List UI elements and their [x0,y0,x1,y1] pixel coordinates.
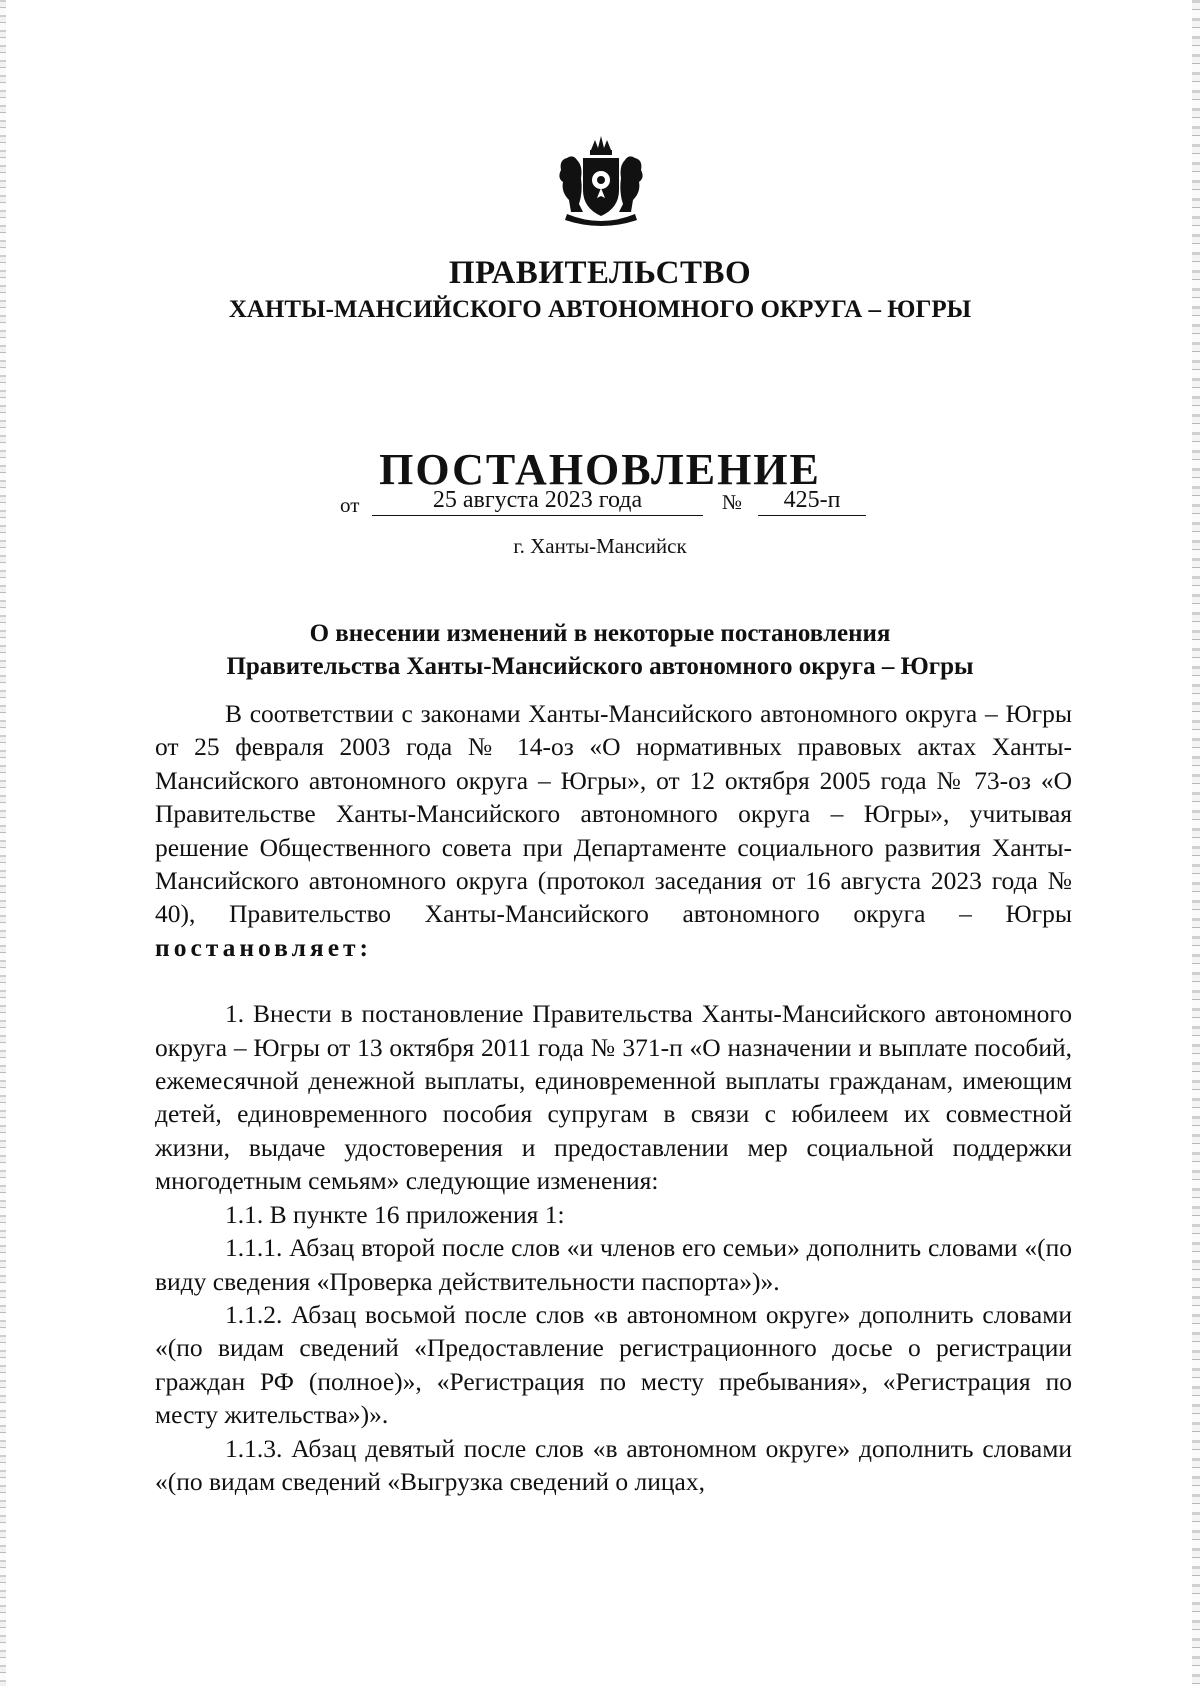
date-prefix: от [340,493,360,517]
scan-edge-right [1192,0,1200,1686]
decree-body [155,697,1072,1498]
scan-edge-left [0,0,6,1686]
decree-subject [0,617,1200,683]
coat-of-arms-icon [553,132,649,228]
city-line: г. Ханты-Мансийск [513,534,687,558]
decree-number: 425-п [758,487,866,516]
preamble-keyword: постановляет: [155,932,373,962]
item-1-paragraph: 1. Внести в постановление Правительства Ханты-Мансийского автономного округа – Югры от 13 октября 2011 года № 371-п «О назначении и выплате пособий, ежемесячной денежной выплаты, единовременной выплаты гражданам, имеющим детей, единовременного пособия супругам в связи с юбилеем их совместной жизни, выдаче удостоверения и предоставлении мер социальной поддержки многодетным семьям» следующие изменения: [155,999,1072,1196]
item-1-1-1-paragraph: 1.1.1. Абзац второй после слов «и членов его семьи» дополнить словами «(по виду сведения «Проверка действительности паспорта»)». [155,1233,1072,1296]
preamble-paragraph [155,697,1072,964]
preamble-text: В соответствии с законами Ханты-Мансийского автономного округа – Югры от 25 февраля 2003 года № 14-оз «О нормативных правовых актах Ханты-Мансийского автономного округа – Югры», от 12 октября 2005 года № 73-оз «О Правительстве Ханты-Мансийского автономного округа – Югры», учитывая решение Общественного совета при Департаменте социального развития Ханты-Мансийского автономного округа (протокол заседания от 16 августа 2023 года № 40), Правительство Ханты-Мансийского автономного округа – Югры [155,699,1072,929]
item-1-1-paragraph: 1.1. В пункте 16 приложения 1: [225,1199,565,1229]
government-subtitle: ХАНТЫ-МАНСИЙСКОГО АВТОНОМНОГО ОКРУГА – ЮГРЫ [228,296,972,323]
document-type-title: ПОСТАНОВЛЕНИЕ [379,445,821,494]
decree-date: 25 августа 2023 года [372,487,703,516]
subject-line-1: О внесении изменений в некоторые постановления [309,620,891,647]
subject-line-2: Правительства Ханты-Мансийского автономного округа – Югры [226,653,974,680]
number-prefix: № [722,490,743,514]
item-1-1-2-paragraph: 1.1.2. Абзац восьмой после слов «в автономном округе» дополнить словами «(по видам сведений «Предоставление регистрационного досье о регистрации граждан РФ (полное)», «Регистрация по месту пребывания», «Регистрация по месту жительства»)». [155,1299,1072,1430]
item-1-1-3-paragraph: 1.1.3. Абзац девятый после слов «в автономном округе» дополнить словами «(по видам сведений «Выгрузка сведений о лицах, [155,1433,1072,1496]
government-title: ПРАВИТЕЛЬСТВО [448,255,752,291]
